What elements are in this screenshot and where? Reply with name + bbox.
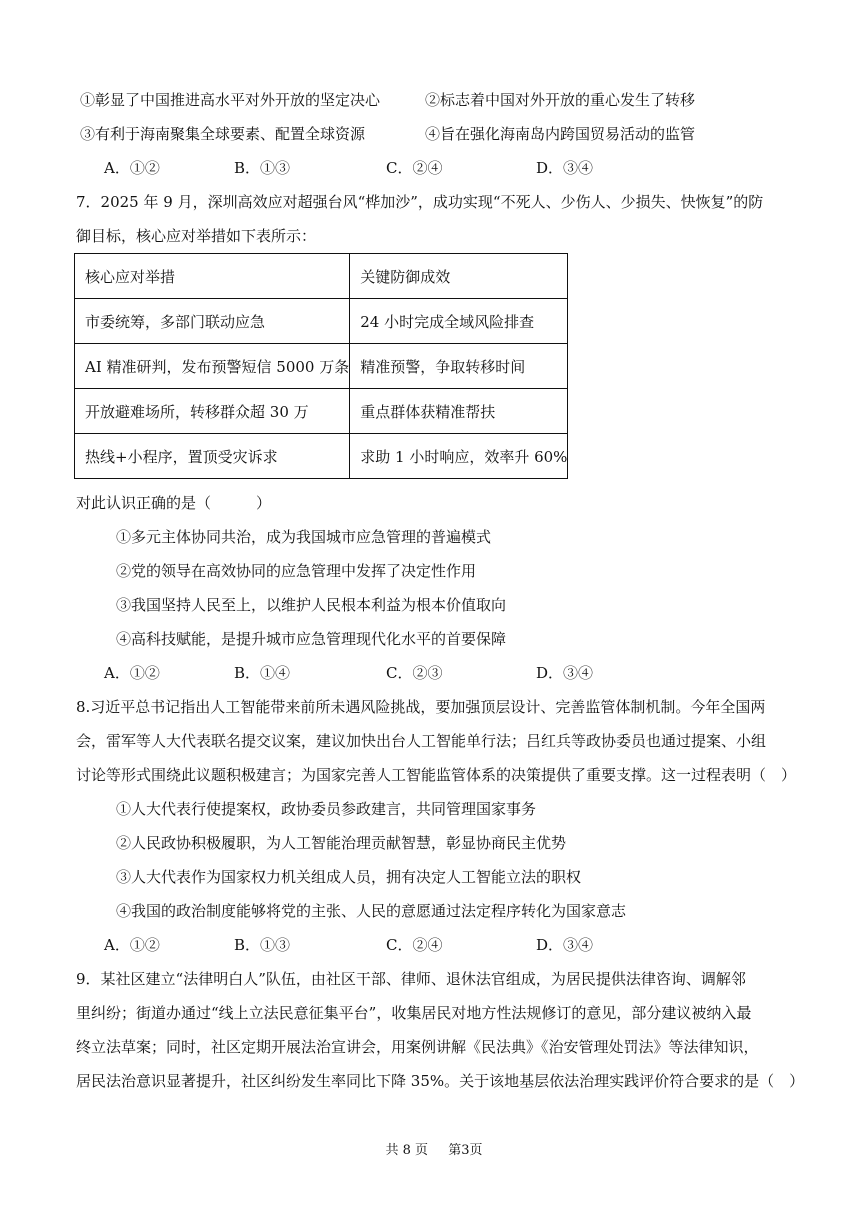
table-row bbox=[75, 344, 568, 389]
q8-stem-line-2: 会，雷军等人大代表联名提交议案，建议加快出台人工智能单行法；吕红兵等政协委员也通过提案、小组 bbox=[76, 732, 767, 750]
q7-stem-line-2: 御目标，核心应对举措如下表所示： bbox=[76, 227, 317, 245]
table-header-row bbox=[75, 254, 568, 299]
q6-item-4: ④旨在强化海南岛内跨国贸易活动的监管 bbox=[425, 125, 696, 143]
table-cell: 市委统筹，多部门联动应急 bbox=[75, 299, 350, 344]
q7-item-2: ②党的领导在高效协同的应急管理中发挥了决定性作用 bbox=[116, 562, 477, 580]
total-pages-label: 共 8 页 bbox=[385, 1143, 429, 1158]
current-page-label: 第3页 bbox=[448, 1143, 483, 1158]
q9-stem-line-4: 居民法治意识显著提升，社区纠纷发生率同比下降 35%。关于该地基层依法治理实践评价符合要求的是（ ） bbox=[76, 1072, 805, 1090]
q8-stem-line-3: 讨论等形式围绕此议题积极建言；为国家完善人工智能监管体系的决策提供了重要支撑。这一过程表明（ ） bbox=[76, 766, 797, 784]
page-footer bbox=[0, 1139, 868, 1158]
table-row bbox=[75, 434, 568, 479]
table-header-cell: 关键防御成效 bbox=[350, 254, 568, 299]
table-row bbox=[75, 389, 568, 434]
q8-stem-line-1: 8.习近平总书记指出人工智能带来前所未遇风险挑战，要加强顶层设计、完善监管体制机制。今年全国两 bbox=[76, 698, 766, 716]
q7-option-c: C．②③ bbox=[386, 664, 443, 682]
q6-item-3: ③有利于海南聚集全球要素、配置全球资源 bbox=[80, 125, 366, 143]
q7-option-b: B．①④ bbox=[234, 664, 291, 682]
q6-option-c: C．②④ bbox=[386, 159, 443, 177]
q7-stem-line-1: 7．2025 年 9 月，深圳高效应对超强台风“桦加沙”，成功实现“不死人、少伤人、少损失、快恢复”的防 bbox=[76, 193, 764, 211]
table-cell: 重点群体获精准帮扶 bbox=[350, 389, 568, 434]
q9-stem-line-1: 9．某社区建立“法律明白人”队伍，由社区干部、律师、退休法官组成，为居民提供法律咨询、调解邻 bbox=[76, 970, 746, 988]
q7-item-1: ①多元主体协同共治，成为我国城市应急管理的普遍模式 bbox=[116, 528, 492, 546]
q7-option-d: D．③④ bbox=[536, 664, 594, 682]
table-cell: 开放避难场所，转移群众超 30 万 bbox=[75, 389, 350, 434]
q8-option-b: B．①③ bbox=[234, 936, 291, 954]
q6-option-b: B．①③ bbox=[234, 159, 291, 177]
q8-option-d: D．③④ bbox=[536, 936, 594, 954]
table-cell: 24 小时完成全域风险排查 bbox=[350, 299, 568, 344]
q6-option-d: D．③④ bbox=[536, 159, 594, 177]
q7-option-a: A．①② bbox=[104, 664, 160, 682]
q8-item-4: ④我国的政治制度能够将党的主张、人民的意愿通过法定程序转化为国家意志 bbox=[116, 902, 627, 920]
q7-prompt: 对此认识正确的是（ ） bbox=[76, 494, 272, 512]
q9-stem-line-2: 里纠纷；街道办通过“线上立法民意征集平台”，收集居民对地方性法规修订的意见，部分建议被纳入最 bbox=[76, 1004, 752, 1022]
q7-item-4: ④高科技赋能，是提升城市应急管理现代化水平的首要保障 bbox=[116, 630, 507, 648]
q6-option-a: A．①② bbox=[104, 159, 160, 177]
table-cell: AI 精准研判，发布预警短信 5000 万条 bbox=[75, 344, 350, 389]
q8-item-3: ③人大代表作为国家权力机关组成人员，拥有决定人工智能立法的职权 bbox=[116, 868, 582, 886]
q8-option-a: A．①② bbox=[104, 936, 160, 954]
q7-measures-table bbox=[74, 253, 568, 479]
q7-item-3: ③我国坚持人民至上，以维护人民根本利益为根本价值取向 bbox=[116, 596, 507, 614]
table-cell: 精准预警，争取转移时间 bbox=[350, 344, 568, 389]
q9-stem-line-3: 终立法草案；同时，社区定期开展法治宣讲会，用案例讲解《民法典》《治安管理处罚法》等法律知识， bbox=[76, 1038, 759, 1056]
q8-item-1: ①人大代表行使提案权，政协委员参政建言，共同管理国家事务 bbox=[116, 800, 537, 818]
q6-item-2: ②标志着中国对外开放的重心发生了转移 bbox=[425, 91, 696, 109]
q8-option-c: C．②④ bbox=[386, 936, 443, 954]
table-cell: 求助 1 小时响应，效率升 60% bbox=[350, 434, 568, 479]
q8-item-2: ②人民政协积极履职，为人工智能治理贡献智慧，彰显协商民主优势 bbox=[116, 834, 567, 852]
table-cell: 热线+小程序，置顶受灾诉求 bbox=[75, 434, 350, 479]
table-header-cell: 核心应对举措 bbox=[75, 254, 350, 299]
table-row bbox=[75, 299, 568, 344]
q6-item-1: ①彰显了中国推进高水平对外开放的坚定决心 bbox=[80, 91, 381, 109]
